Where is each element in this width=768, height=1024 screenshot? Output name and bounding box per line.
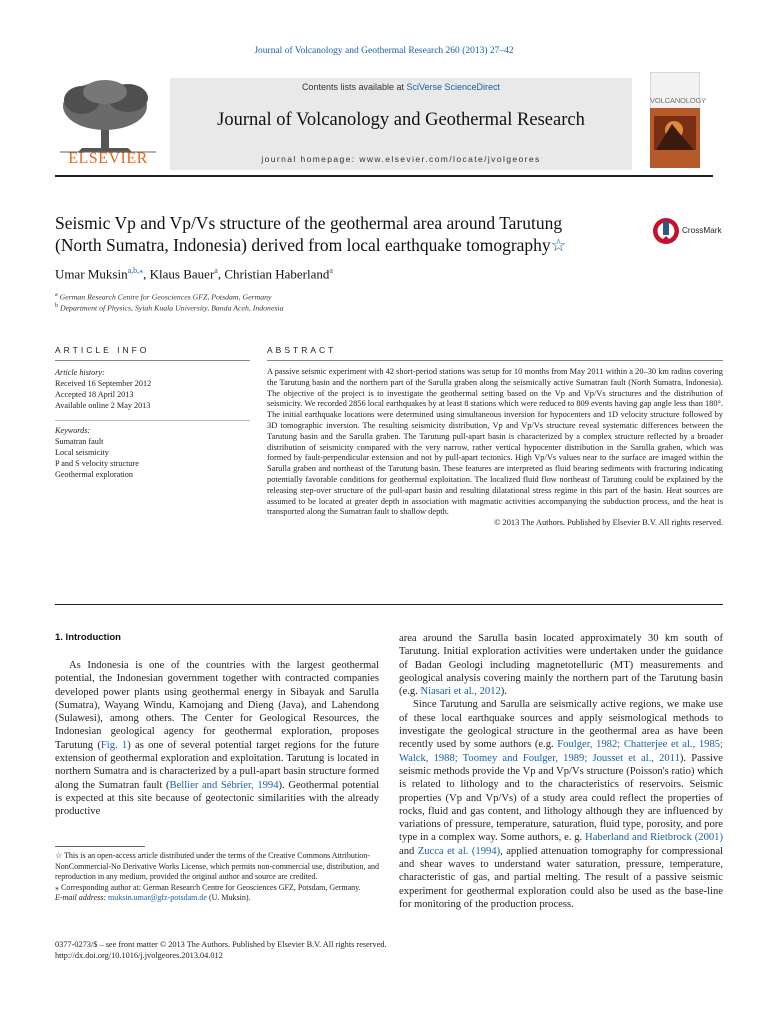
author-sup[interactable]: a <box>329 266 333 275</box>
author-list <box>55 266 333 282</box>
crossmark-icon <box>652 217 680 245</box>
paragraph <box>399 632 723 698</box>
affiliation-mark: b <box>55 303 58 309</box>
citation-link[interactable]: Zucca et al. (1994) <box>417 845 501 857</box>
contents-prefix: Contents lists available at <box>301 82 407 92</box>
history-label: Article history: <box>55 368 105 377</box>
author-sup[interactable]: a,b,⁎ <box>127 266 144 275</box>
cover-title: VOLCANOLOGY <box>650 96 707 105</box>
footnotes <box>55 851 379 904</box>
abstract-body <box>267 367 723 529</box>
keyword: Sumatran fault <box>55 437 104 446</box>
paragraph <box>55 659 379 819</box>
abstract-heading: ABSTRACT <box>267 345 337 355</box>
author-name[interactable]: Umar Muksin <box>55 266 128 282</box>
article-title-line1: Seismic Vp and Vp/Vs structure of the geothermal area around Tarutung <box>55 213 563 233</box>
journal-citation[interactable]: Journal of Volcanology and Geothermal Research 260 (2013) 27–42 <box>254 46 514 56</box>
journal-title: Journal of Volcanology and Geothermal Research <box>217 110 585 130</box>
elsevier-wordmark: ELSEVIER <box>68 150 148 167</box>
text-run: Since Tarutung and Sarulla are seismically active regions, we make use of these local earthquake sources and apply seismological methods to investigate the geological structure in the geothermal area as have been recently used by some authors (e.g. <box>399 699 723 751</box>
text-run: ). <box>500 686 507 698</box>
keywords-label: Keywords: <box>55 426 91 435</box>
email-footnote <box>55 893 379 904</box>
keyword: Local seismicity <box>55 448 109 457</box>
article-info-heading: ARTICLE INFO <box>55 345 150 355</box>
affiliation-mark: a <box>55 292 58 298</box>
keywords <box>55 425 250 480</box>
text-run: area around the Sarulla basin located approximately 30 km south of Tarutung. Initial exploration activities were undertaken under the guidance of Badan Geologi including magnetotelluric (MT) measurements and geological analysis covering mainly the northern part of the Tarutung basin (e.g. <box>399 633 723 698</box>
paragraph <box>399 698 723 911</box>
open-access-footnote: ☆ This is an open-access article distributed under the terms of the Creative Commons Attribution-NonCommercial-No Derivative Works License, which permits non-commercial use, distribution, and reproduction in any medium, provided the original author and source are credited. <box>55 851 380 881</box>
intro-right-column <box>399 632 723 911</box>
affiliation-text: Department of Physics, Syiah Kuala University, Banda Aceh, Indonesia <box>59 303 284 313</box>
figure-ref-link[interactable]: Fig. 1 <box>100 739 128 751</box>
title-footnote-star[interactable]: ☆ <box>550 235 567 255</box>
cover-icon <box>650 72 707 168</box>
email-label: E-mail address: <box>55 893 109 902</box>
author-sep: , <box>217 266 225 282</box>
abstract-text: A passive seismic experiment with 42 short-period stations was setup for 10 months from May 2011 within a 20–30 km radius covering the Tarutung basin and the northern part of the Sarulla graben along the seismically active Sumatran fault (North Sumatra, Indonesia). The objective of the project is to investigate the geothermal setting based on the Vp and Vp/Vs structures and the distribution of seismicity. We recorded 2856 local earthquakes by at least 8 stations which were reduced to 809 events having gap angle less than 180°. The initial earthquake locations were determined using simultaneous inversion for hypocenters and 1D velocity structure followed by 3D tomographic inversion. The resulting seismicity distribution, Vp and Vp/Vs structure reveal systematic differences between the Tarutung basin and the Sarulla graben. The Tarutung pull-apart basin is characterized by a complex structure reflected by a broader distribution of seismicity compared with the very narrow, rather vertical hypocenter distribution in the Sarulla graben, which was formed by fault-perpendicular extension and not by pull-apart tectonics. High Vp/Vs values near to the surface are imaged within the Sarulla graben and northeast of the Tarutung basin. These features are interpreted as fluid bearing sediments with fracturing indicating potentially favorable conditions for geothermal exploitation. The localized fluid flow northeast of Tarutung could be explained by the releasing step-over structure of the pull-apart basin and resulting dilatational stress regime in this part of the basin. Heat sources are assumed to be located at greater depth in association with magmatic activities accompanying the subduction process, and the heat is transported along the Sumatran fault to shallow depth. <box>267 367 723 517</box>
doi-link[interactable]: http://dx.doi.org/10.1016/j.jvolgeores.2013.04.012 <box>55 951 223 960</box>
author-name[interactable]: Christian Haberland <box>224 266 330 282</box>
abstract-copyright: © 2013 The Authors. Published by Elsevier B.V. All rights reserved. <box>494 518 723 528</box>
citation-link[interactable]: Foulger, 1982; Chatterjee et al., 1985; Walck, 1988; Toomey and Foulger, 1989; Jousset et al., 2011 <box>399 739 723 764</box>
article-title <box>55 212 645 256</box>
journal-homepage[interactable]: journal homepage: www.elsevier.com/locate/jvolgeores <box>261 154 541 164</box>
text-run: ). Geothermal potential is expected at this site because of geotectonic similarities with the already productive <box>55 779 380 818</box>
text-run: ). Passive seismic methods provide the Vp and Vp/Vs structure (Poisson's ratio) which is related to lithology and to the characteristics of reservoirs. Seismic properties (Vp and Vp/Vs) of a study area could reflect the properties of rocks, fluid and gas content, and lithology although they are influenced by variations of pressure, temperature, saturation, fluid type, porosity, and pore type in a complex way. Some authors, e. g. <box>399 752 723 844</box>
affiliation <box>55 292 271 302</box>
corresponding-author-footnote: ⁎ Corresponding author at: German Research Centre for Geosciences GFZ, Potsdam, Germany. <box>55 882 361 892</box>
citation-link[interactable]: Niasari et al., 2012 <box>420 686 501 698</box>
issn-line: 0377-0273/$ – see front matter © 2013 The Authors. Published by Elsevier B.V. All rights reserved. <box>55 940 387 949</box>
section-heading-introduction: 1. Introduction <box>55 632 121 643</box>
text-run: , applied attenuation tomography for compressional and shear waves to understand water saturation, pressure, temperature, characteristic of gas, and partial melting. The result of a passive seismic experiment for geothermal exploration could also be used as the base-line for monitoring of the production process. <box>399 845 723 910</box>
journal-cover-image <box>650 72 707 168</box>
footnote-rule <box>55 846 145 847</box>
article-title-line2: (North Sumatra, Indonesia) derived from local earthquake tomography <box>55 235 551 255</box>
article-info-rule <box>55 360 250 361</box>
elsevier-logo <box>52 78 164 170</box>
sciencedirect-link[interactable]: SciVerse ScienceDirect <box>406 82 501 92</box>
abstract-rule <box>267 360 723 361</box>
email-link[interactable]: muksin.umar@gfz-potsdam.de <box>108 893 207 902</box>
text-run: and <box>399 845 418 857</box>
affiliation-text: German Research Centre for Geosciences GFZ, Potsdam, Germany <box>59 292 272 302</box>
article-history <box>55 367 250 411</box>
header-rule <box>55 175 713 177</box>
history-item: Accepted 18 April 2013 <box>55 390 134 399</box>
citation-link[interactable]: Bellier and Sébrier, 1994 <box>169 779 279 791</box>
keyword: P and S velocity structure <box>55 459 139 468</box>
author-sup[interactable]: a <box>214 266 218 275</box>
keyword: Geothermal exploration <box>55 470 133 479</box>
author-name[interactable]: Klaus Bauer <box>149 266 215 282</box>
contents-line <box>170 82 632 92</box>
affiliation <box>55 303 284 313</box>
citation-link[interactable]: Haberland and Rietbrock (2001) <box>585 832 723 844</box>
crossmark-badge[interactable] <box>652 217 722 250</box>
author-sep: , <box>143 266 150 282</box>
crossmark-label: CrossMark <box>682 226 722 235</box>
history-item: Available online 2 May 2013 <box>55 401 151 410</box>
section-rule <box>55 604 723 605</box>
history-item: Received 16 September 2012 <box>55 379 152 388</box>
intro-left-column <box>55 659 379 819</box>
text-run: ) as one of several potential target regions for the future extension of geothermal exploration and exploitation. Tarutung is located in northern Sumatra and is characterized by a pull-apart basin structure formed along the Sumatran fault ( <box>55 739 379 791</box>
text-run: As Indonesia is one of the countries with the largest geothermal potential, the Indonesian government together with contracted companies developed power plants using geothermal energy in Sibayak and Sarulla (Sumatra), Wayang Windu, Kamojang and Dieng (Java), and Lahendong (Sulawesi), among others. The Center for Geological Resources, the Indonesian geological agency for geothermal exploration, proposes Tarutung ( <box>55 660 379 751</box>
keywords-rule <box>55 420 250 421</box>
email-suffix: (U. Muksin). <box>206 893 251 902</box>
